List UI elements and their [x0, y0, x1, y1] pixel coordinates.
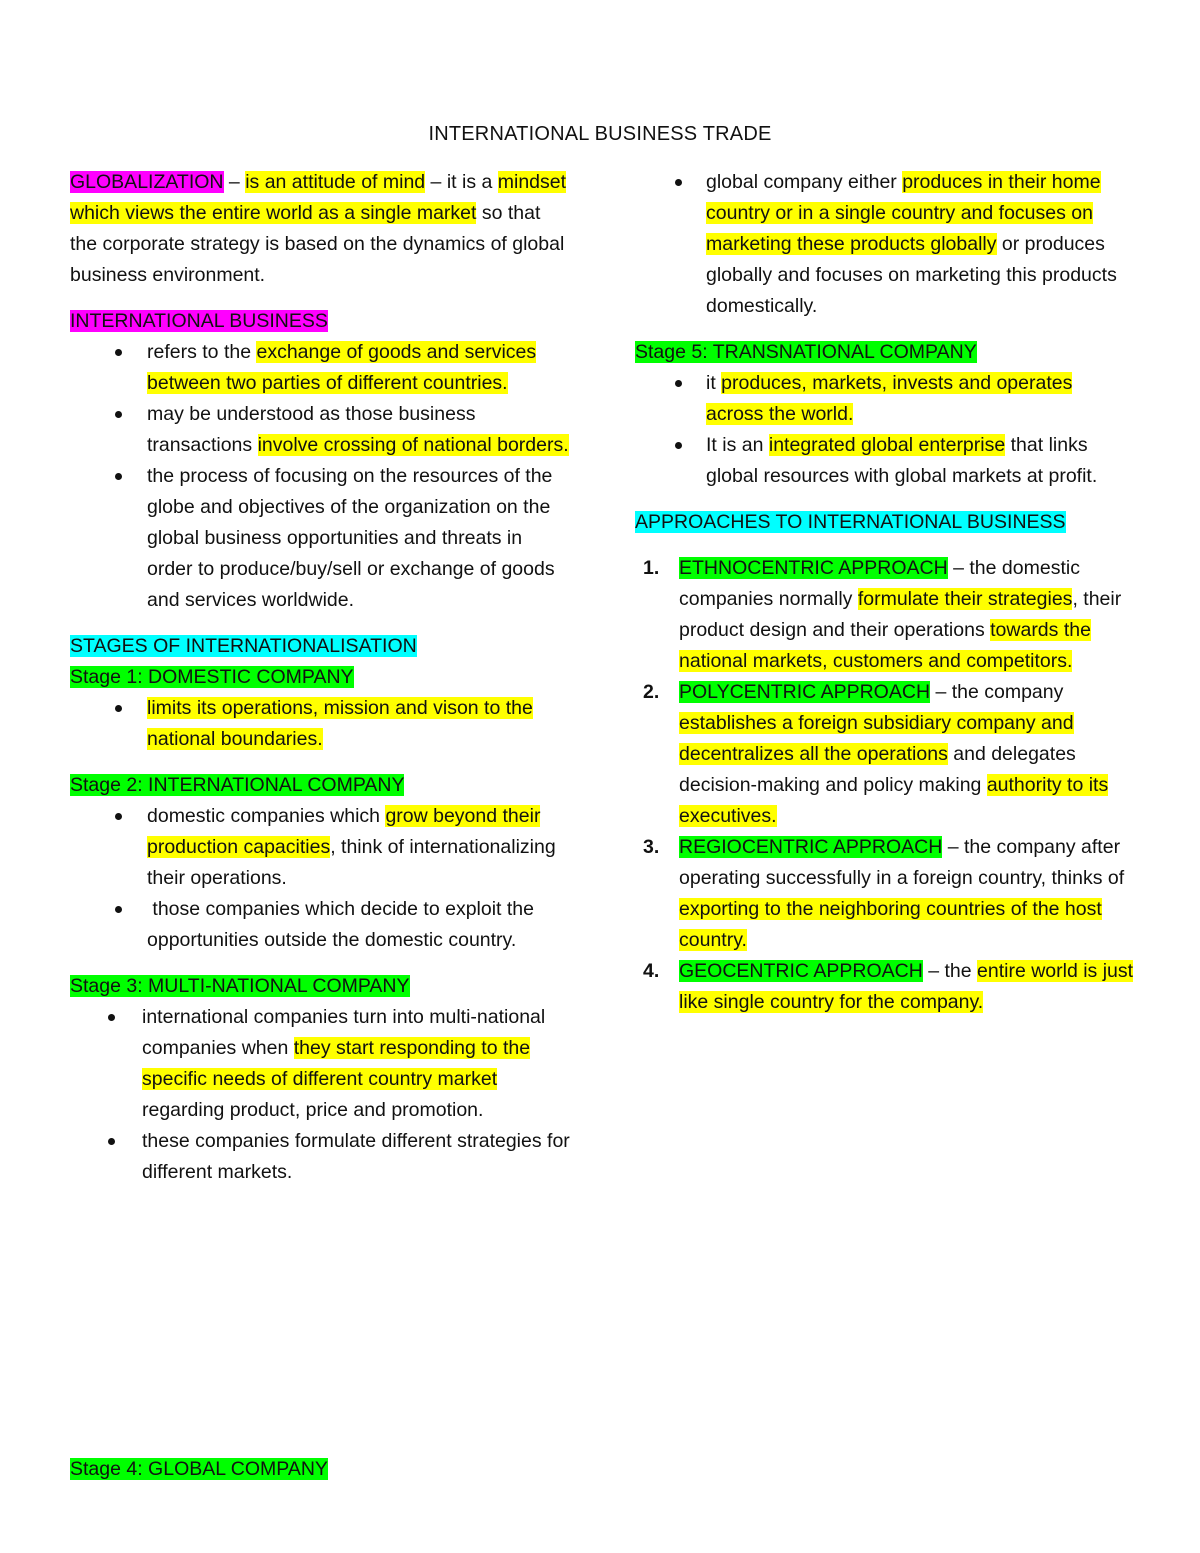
heading-text: APPROACHES TO INTERNATIONAL BUSINESS	[635, 511, 1066, 533]
highlight-text: produces in their home country or in a single country and focuses on marketing these products globally	[706, 171, 1101, 255]
text-run: , think of internationalizing their operations.	[147, 836, 556, 889]
highlight-text: produces, markets, invests and operates across the world.	[706, 372, 1073, 425]
text-run: those companies which decide to exploit the opportunities outside the domestic country.	[147, 898, 540, 951]
highlight-text: is an attitude of mind	[245, 171, 426, 193]
heading-text: Stage 3: MULTI-NATIONAL COMPANY	[70, 975, 410, 997]
stage1-list	[70, 693, 570, 755]
list-item	[70, 1126, 570, 1188]
list-item	[635, 677, 1135, 832]
highlight-text: involve crossing of national borders.	[257, 434, 569, 456]
text-run: may be understood as those business transactions	[147, 403, 476, 456]
bullet-icon	[108, 1138, 115, 1145]
approach-term: GEOCENTRIC APPROACH	[679, 960, 923, 982]
left-column	[70, 167, 570, 1188]
text-run: –	[223, 171, 246, 193]
page-title: INTERNATIONAL BUSINESS TRADE	[428, 123, 772, 145]
text-run: it	[706, 372, 722, 394]
highlight-text: entire world is just like single country for the company.	[679, 960, 1134, 1013]
bullet-icon	[108, 1014, 115, 1021]
bullet-icon	[115, 473, 122, 480]
highlight-text: mindset which views the entire world as a single market	[70, 171, 567, 224]
highlight-text: limits its operations, mission and vison to the national boundaries.	[147, 697, 533, 750]
stage4-heading	[70, 1454, 328, 1485]
list-item	[70, 801, 570, 894]
stage1-heading	[70, 662, 570, 693]
bullet-icon	[115, 705, 122, 712]
stage3-list	[70, 1002, 570, 1188]
list-item	[70, 894, 570, 956]
bullet-icon	[115, 813, 122, 820]
text-run: and delegates decision-making and policy making	[679, 743, 1076, 796]
stage4-list	[635, 167, 1135, 322]
text-run: refers to the	[147, 341, 257, 363]
list-item	[635, 832, 1135, 956]
stages-heading	[70, 631, 570, 662]
highlight-text: establishes a foreign subsidiary company and decentralizes all the operations	[679, 712, 1074, 765]
stage2-heading	[70, 770, 570, 801]
list-item	[70, 693, 570, 755]
highlight-text: authority to its executives.	[679, 774, 1109, 827]
text-run: international companies turn into multi-national companies when	[142, 1006, 546, 1059]
text-run: global company either	[706, 171, 903, 193]
international-business-list	[70, 337, 570, 616]
heading-text: Stage 1: DOMESTIC COMPANY	[70, 666, 354, 688]
approaches-list	[635, 553, 1135, 1018]
list-item	[635, 368, 1135, 430]
bullet-icon	[675, 442, 682, 449]
text-run: – the company after operating successfully in a foreign country, thinks of	[679, 836, 1125, 889]
approaches-heading	[635, 507, 1135, 538]
highlight-text: grow beyond their production capacities	[147, 805, 541, 858]
approach-term: ETHNOCENTRIC APPROACH	[679, 557, 948, 579]
stage3-heading	[70, 971, 570, 1002]
highlight-text: integrated global enterprise	[768, 434, 1006, 456]
text-run: It is an	[706, 434, 769, 456]
text-run: – it is a	[425, 171, 498, 193]
highlight-text: formulate their strategies	[857, 588, 1073, 610]
text-run: domestic companies which	[147, 805, 386, 827]
list-number: 4.	[643, 960, 660, 982]
highlight-text: exporting to the neighboring countries of the host country.	[679, 898, 1102, 951]
list-item	[70, 1002, 570, 1126]
approach-term: POLYCENTRIC APPROACH	[679, 681, 931, 703]
right-column	[635, 167, 1135, 1018]
globalization-term: GLOBALIZATION	[70, 171, 224, 193]
text-run: the process of focusing on the resources of the globe and objectives of the organization on the global business opportunities and threats in order to produce/buy/sell or exchange of goods and services worldwide.	[147, 465, 555, 611]
heading-text: Stage 2: INTERNATIONAL COMPANY	[70, 774, 405, 796]
bullet-icon	[115, 349, 122, 356]
heading-text: Stage 4: GLOBAL COMPANY	[70, 1458, 328, 1480]
international-business-heading	[70, 306, 570, 337]
heading-text: INTERNATIONAL BUSINESS	[70, 310, 328, 332]
text-run: regarding product, price and promotion.	[142, 1099, 484, 1121]
bullet-icon	[675, 179, 682, 186]
text-run: or produces globally and focuses on marketing this products domestically.	[706, 233, 1117, 317]
list-item	[635, 956, 1135, 1018]
text-run: – the company	[930, 681, 1064, 703]
list-item	[635, 167, 1135, 322]
heading-text: STAGES OF INTERNATIONALISATION	[70, 635, 417, 657]
text-run: these companies formulate different strategies for different markets.	[142, 1130, 570, 1183]
list-number: 3.	[643, 836, 660, 858]
list-item	[70, 399, 570, 461]
highlight-text: exchange of goods and services between two parties of different countries.	[147, 341, 537, 394]
list-number: 2.	[643, 681, 660, 703]
list-number: 1.	[643, 557, 660, 579]
list-item	[635, 430, 1135, 492]
globalization-paragraph	[70, 167, 570, 291]
text-run: that links global resources with global markets at profit.	[706, 434, 1098, 487]
text-run: so that the corporate strategy is based on the dynamics of global business environment.	[70, 202, 565, 286]
list-item	[70, 337, 570, 399]
text-run: – the	[922, 960, 978, 982]
bullet-icon	[115, 411, 122, 418]
highlight-text: they start responding to the specific needs of different country market	[142, 1037, 531, 1090]
text-run: – the domestic companies normally	[679, 557, 1080, 610]
approach-term: REGIOCENTRIC APPROACH	[679, 836, 943, 858]
highlight-text: towards the national markets, customers and competitors.	[679, 619, 1091, 672]
stage5-heading	[635, 337, 1135, 368]
heading-text: Stage 5: TRANSNATIONAL COMPANY	[635, 341, 977, 363]
text-run: , their product design and their operations	[679, 588, 1122, 641]
list-item	[70, 461, 570, 616]
bullet-icon	[675, 380, 682, 387]
stage5-list	[635, 368, 1135, 492]
list-item	[635, 553, 1135, 677]
bullet-icon	[115, 906, 122, 913]
stage2-list	[70, 801, 570, 956]
